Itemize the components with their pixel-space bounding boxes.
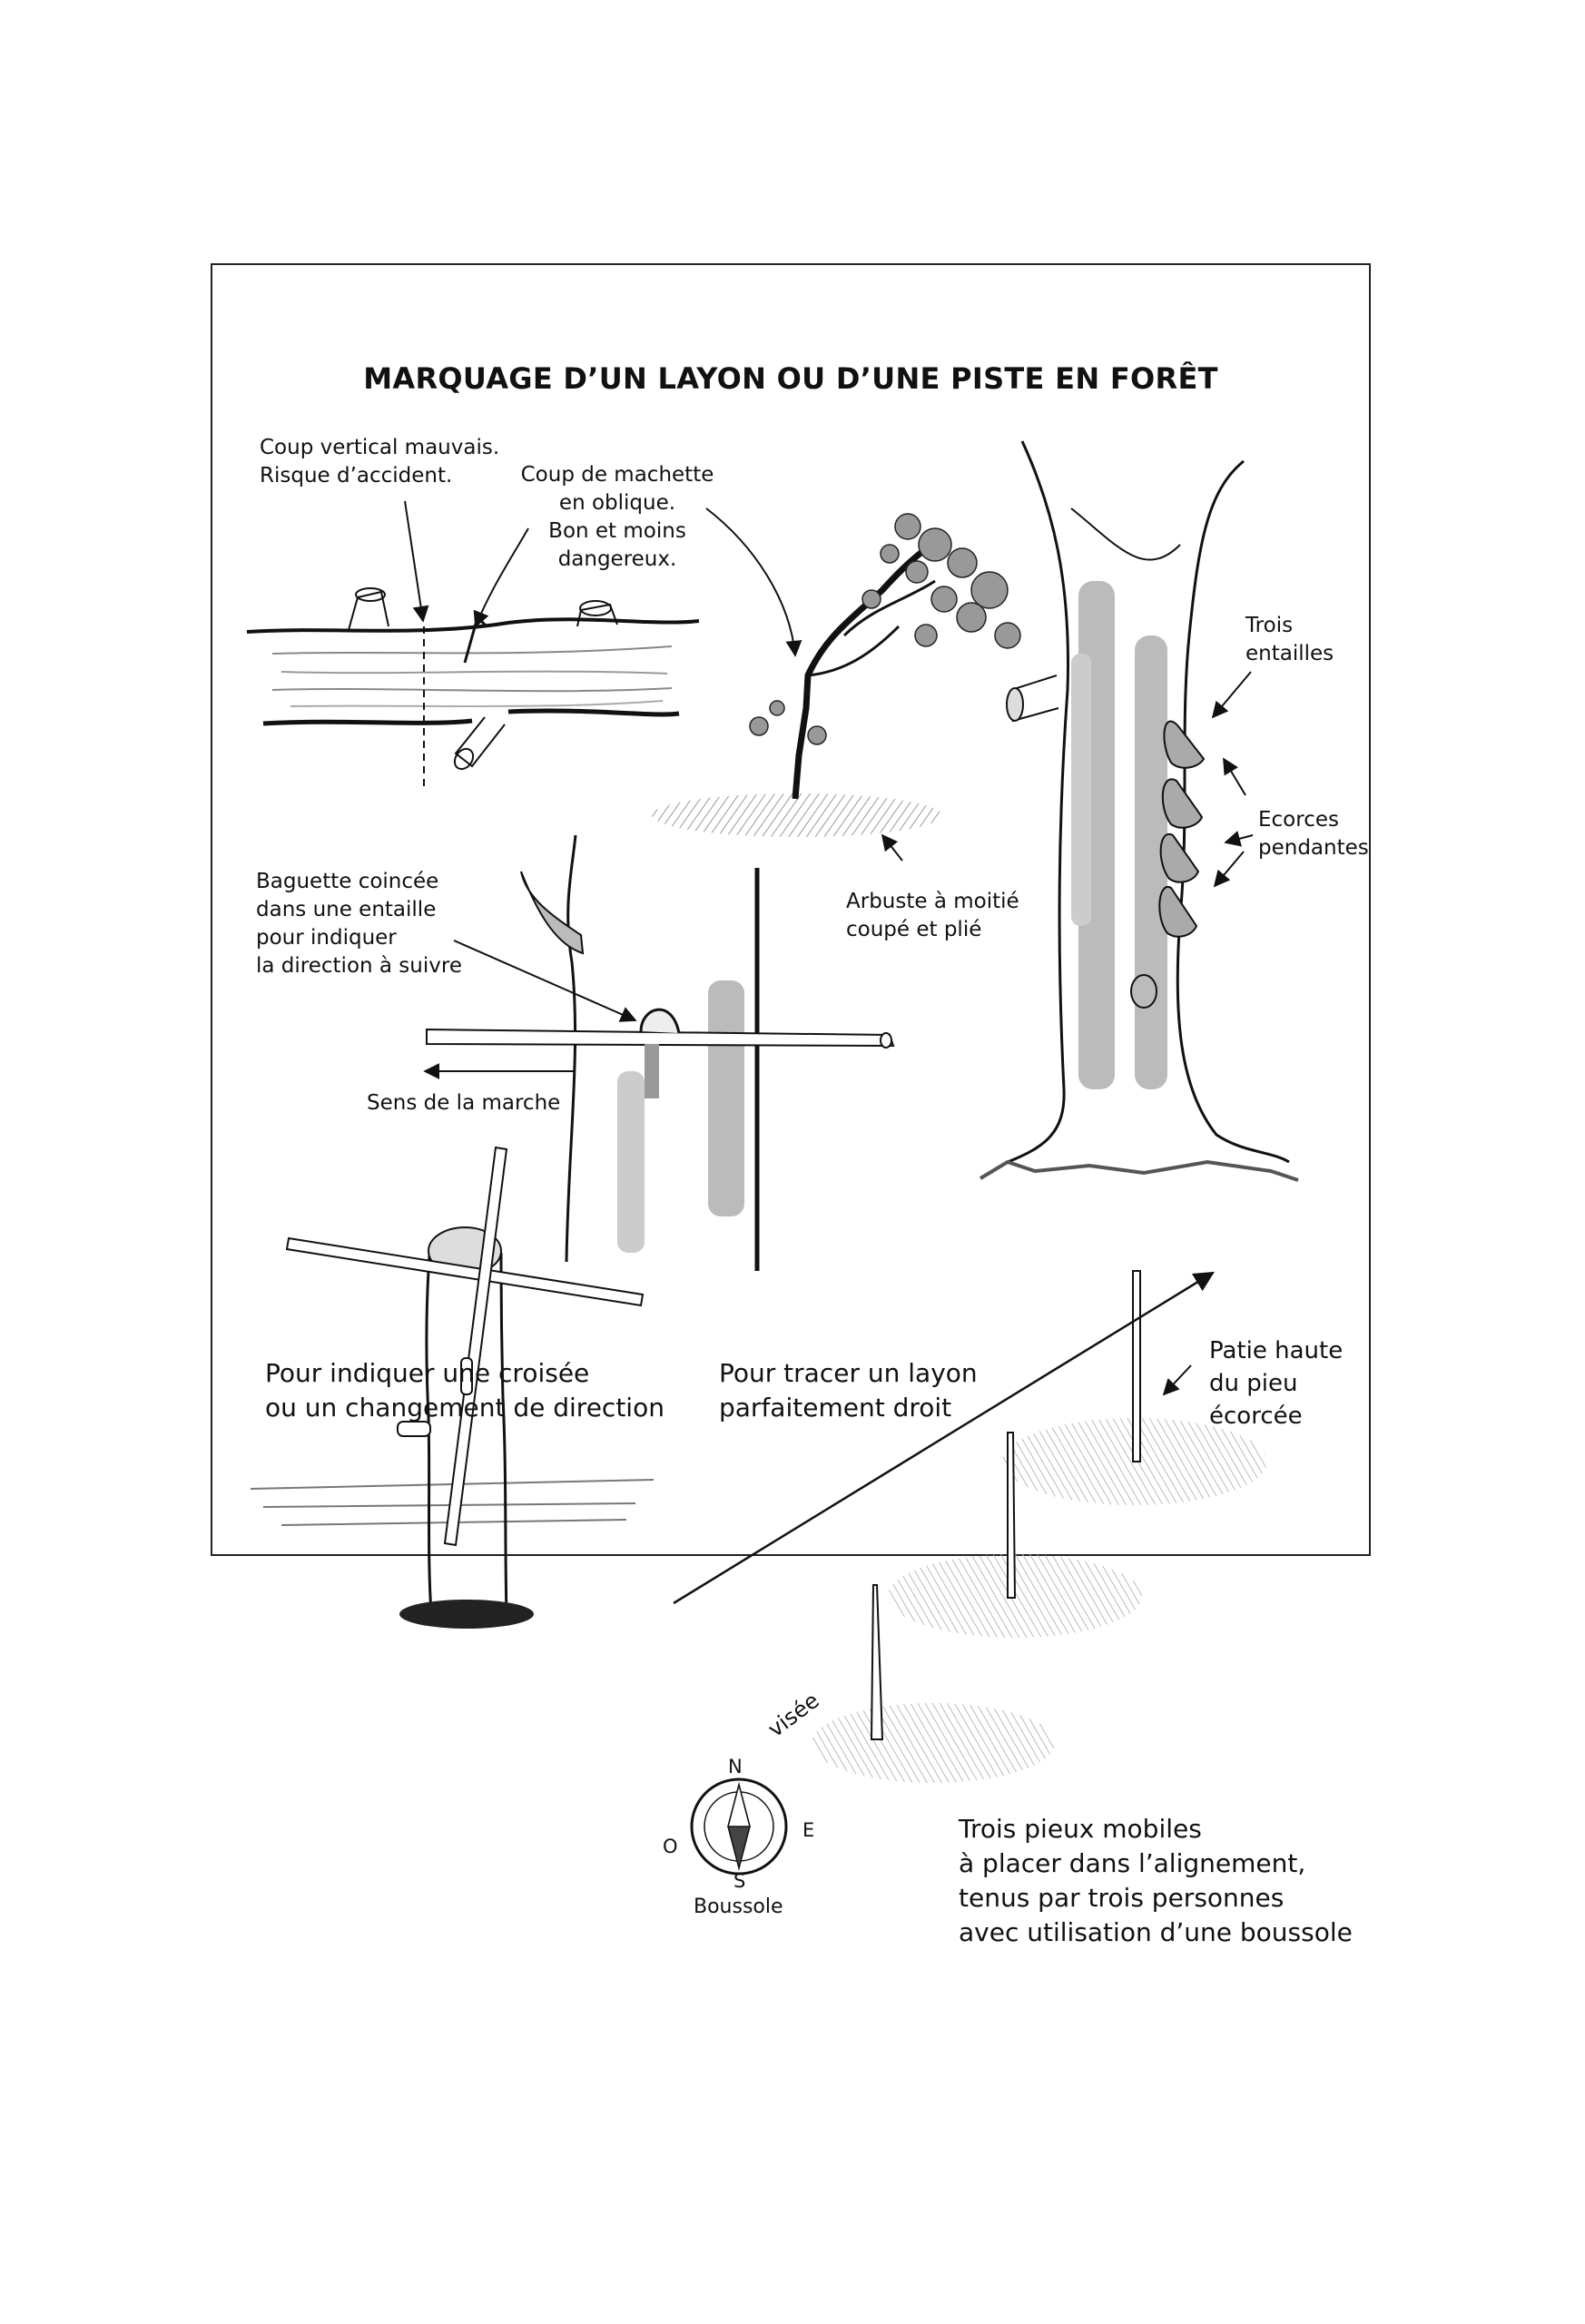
label-stake-top: Patie haute du pieu écorcée <box>1209 1337 1344 1430</box>
big-tree-drawing <box>980 441 1298 1180</box>
label-vertical-cut: Coup vertical mauvais. Risque d’accident. <box>260 436 500 487</box>
label-hanging-bark: Ecorces pendantes <box>1258 808 1369 860</box>
compass-north-label: N <box>728 1756 743 1777</box>
label-three-notches: Trois entailles <box>1245 614 1334 665</box>
label-stick: Baguette coincée dans une entaille pour indiquer la direction à suivre <box>256 870 462 978</box>
label-compass: Boussole <box>694 1896 783 1918</box>
label-straight-trail: Pour tracer un layon parfaitement droit <box>719 1358 978 1423</box>
compass-east-label: E <box>802 1819 815 1841</box>
label-crossing: Pour indiquer une croisée ou un changement de direction <box>265 1358 665 1423</box>
compass-south-label: S <box>733 1870 746 1892</box>
label-shrub: Arbuste à moitié coupé et plié <box>846 890 1019 941</box>
log-drawing <box>247 588 699 788</box>
label-three-stakes: Trois pieux mobiles à placer dans l’alignement, tenus par trois personnes avec utilisation d’une boussole <box>959 1814 1353 1947</box>
compass-west-label: O <box>663 1836 678 1857</box>
leader-arrows <box>405 501 1253 1394</box>
label-aim: visée <box>763 1687 824 1743</box>
page-title: MARQUAGE D’UN LAYON OU D’UNE PISTE EN FORÊT <box>363 361 1218 396</box>
label-oblique-cut: Coup de machette en oblique. Bon et moins dangereux. <box>520 463 714 571</box>
label-walk-direction: Sens de la marche <box>367 1091 561 1115</box>
